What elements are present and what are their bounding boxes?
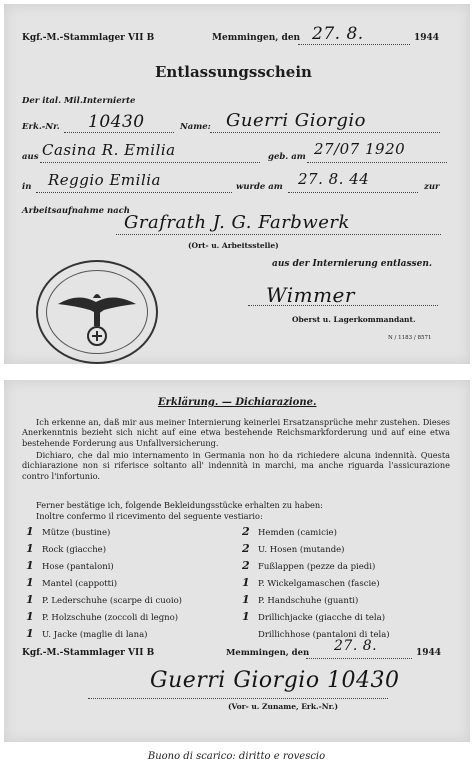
place-label: Memmingen, den bbox=[212, 33, 301, 43]
list-item: Drillichhose (pantaloni di tela) bbox=[258, 630, 390, 640]
list-item: 1 P. Lederschuhe (scarpe di cuoio) bbox=[26, 593, 182, 606]
figure-caption: Buono di scarico: diritto e rovescio bbox=[147, 751, 326, 762]
reference-number: N / 1183 / 8571 bbox=[388, 335, 432, 341]
arbeit-line bbox=[116, 234, 441, 235]
inoltre-text: Inoltre confermo il ricevimento del seguente vestiario: bbox=[36, 511, 263, 521]
name-line bbox=[210, 132, 440, 133]
name-value: Guerri Giorgio bbox=[226, 110, 367, 131]
back-date-line bbox=[306, 658, 412, 659]
date-line bbox=[298, 44, 410, 45]
erk-line bbox=[64, 132, 174, 133]
zur-label: zur bbox=[424, 182, 440, 192]
list-item: 1 P. Handschuhe (guanti) bbox=[242, 593, 359, 606]
oberst-label: Oberst u. Lagerkommandant. bbox=[292, 315, 416, 324]
clothing-list-left bbox=[22, 526, 232, 645]
erk-label: Erk.-Nr. bbox=[22, 122, 60, 132]
ort-label: (Ort- u. Arbeitsstelle) bbox=[188, 241, 279, 250]
date-handwritten: 27. 8. bbox=[312, 24, 364, 44]
list-item: 1 Rock (giacche) bbox=[26, 542, 107, 555]
eagle-emblem-icon bbox=[38, 262, 156, 362]
list-item: 2 U. Hosen (mutande) bbox=[242, 542, 345, 555]
list-item: 1 U. Jacke (maglie di lana) bbox=[26, 627, 148, 640]
back-place-label: Memmingen, den bbox=[226, 648, 310, 658]
subtitle: Der ital. Mil.Internierte bbox=[22, 96, 136, 106]
list-item: 1 Hose (pantaloni) bbox=[26, 559, 114, 572]
entlassen-text: aus der Internierung entlassen. bbox=[272, 259, 433, 269]
commander-signature: Wimmer bbox=[266, 283, 355, 307]
in-line bbox=[36, 192, 232, 193]
declaration-italian: Dichiaro, che dal mio internamento in Germania non ho da richiedere alcuna indennità. Questa dichiarazione non si riferisce soltanto all' indennità in marchi, ma anche riguarda l'assicurazione contro l'infortunio. bbox=[22, 450, 450, 481]
internee-signature: Guerri Giorgio 10430 bbox=[150, 668, 400, 693]
ferner-text: Ferner bestätige ich, folgende Bekleidungsstücke erhalten zu haben: bbox=[36, 500, 323, 510]
arbeit-value: Grafrath J. G. Farbwerk bbox=[124, 212, 350, 233]
wurde-line bbox=[288, 192, 418, 193]
list-item: 1 Mütze (bustine) bbox=[26, 525, 111, 538]
back-signature-line bbox=[88, 698, 388, 699]
arbeit-label: Arbeitsaufnahme nach bbox=[22, 206, 130, 216]
wurde-value: 27. 8. 44 bbox=[298, 170, 370, 188]
erk-value: 10430 bbox=[88, 112, 145, 132]
year: 1944 bbox=[414, 33, 440, 43]
signature-caption: (Vor- u. Zuname, Erk.-Nr.) bbox=[228, 702, 339, 711]
geb-value: 27/07 1920 bbox=[314, 140, 406, 158]
aus-line bbox=[40, 162, 260, 163]
back-date-handwritten: 27. 8. bbox=[334, 638, 378, 654]
back-camp-footer: Kgf.-M.-Stammlager VII B bbox=[22, 648, 155, 658]
list-item: 1 Drillichjacke (giacche di tela) bbox=[242, 610, 386, 623]
camp-header: Kgf.-M.-Stammlager VII B bbox=[22, 33, 155, 43]
in-value: Reggio Emilia bbox=[48, 171, 161, 189]
list-item: 2 Fußlappen (pezze da piedi) bbox=[242, 559, 376, 572]
back-year: 1944 bbox=[416, 648, 442, 658]
declaration-german: Ich erkenne an, daß mir aus meiner Internierung keinerlei Ersatzansprüche mehr zustehen. Dieses Anerkenntnis bezieht sich nicht auf eine etwa bestehende Reichsmarkforderung und auf eine etwa bestehende Forderung aus Unfallversicherung. bbox=[22, 417, 450, 448]
wurde-label: wurde am bbox=[236, 182, 283, 192]
list-item: 2 Hemden (camicie) bbox=[242, 525, 337, 538]
geb-label: geb. am bbox=[268, 152, 306, 162]
declaration-heading: Erklärung. — Dichiarazione. bbox=[158, 397, 317, 408]
aus-value: Casina R. Emilia bbox=[42, 141, 176, 159]
list-item: 1 P. Wickelgamaschen (fascie) bbox=[242, 576, 380, 589]
list-item: 1 P. Holzschuhe (zoccoli di legno) bbox=[26, 610, 179, 623]
aus-label: aus bbox=[22, 152, 39, 162]
official-stamp bbox=[36, 260, 158, 364]
document-title: Entlassungsschein bbox=[155, 63, 312, 81]
name-label: Name: bbox=[180, 122, 211, 132]
in-label: in bbox=[22, 182, 32, 192]
geb-line bbox=[307, 162, 447, 163]
clothing-list-right bbox=[236, 526, 456, 645]
list-item: 1 Mantel (cappotti) bbox=[26, 576, 118, 589]
